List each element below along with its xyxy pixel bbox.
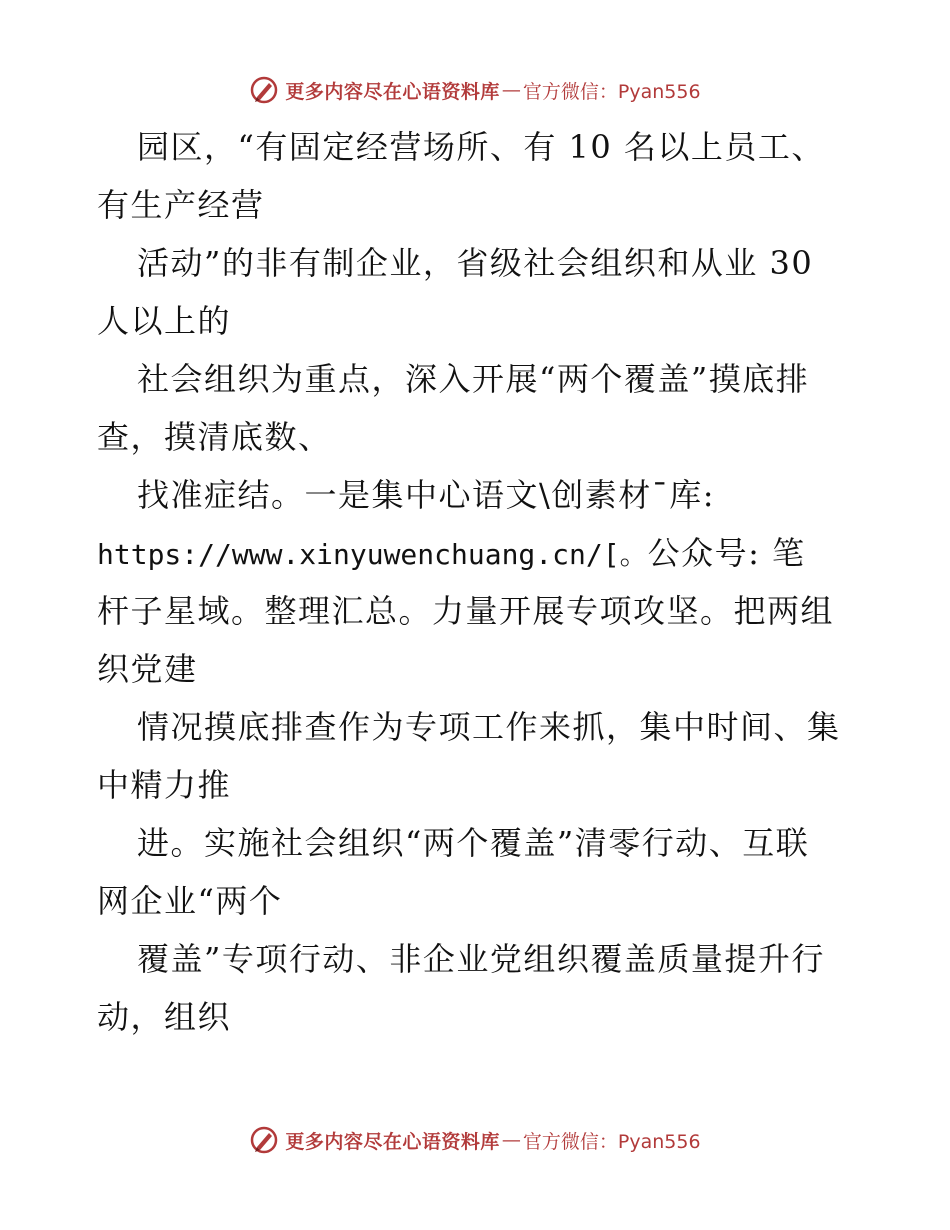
pen-logo-icon [249, 75, 279, 105]
header-banner [0, 70, 950, 110]
banner-contact: 官方微信：Pyan556 [522, 1130, 701, 1153]
url-text: https://www.xinyuwenchuang.cn/[。 [97, 538, 648, 571]
body-line: 覆盖”专项行动、非企业党组织覆盖质量提升行 [137, 940, 825, 978]
pen-logo-icon [249, 1125, 279, 1155]
banner-separator: — [501, 1129, 521, 1151]
body-line: 查，摸清底数、 [97, 418, 332, 456]
body-line: 杆子星域。整理汇总。力量开展专项攻坚。把两组 [97, 592, 835, 630]
body-line: 网企业“两个 [97, 882, 283, 920]
body-line: 找准症结。一是集中心语文\创素材¯库: [137, 476, 716, 514]
body-line: 社会组织为重点，深入开展“两个覆盖”摸底排 [137, 360, 810, 398]
body-line: 园区，“有固定经营场所、有 10 名以上员工、 [137, 128, 825, 166]
banner-brand: 更多内容尽在心语资料库 [285, 80, 500, 103]
body-line: 织党建 [97, 650, 198, 688]
document-body [97, 118, 857, 1046]
banner-brand: 更多内容尽在心语资料库 [285, 1130, 500, 1153]
body-line: 有生产经营 [97, 186, 265, 224]
banner-contact: 官方微信：Pyan556 [522, 80, 701, 103]
url-line [97, 524, 857, 582]
footer-banner [0, 1120, 950, 1160]
body-line: 动，组织 [97, 998, 232, 1036]
body-line: 活动”的非有制企业，省级社会组织和从业 30 [137, 244, 814, 282]
banner-separator: — [501, 79, 521, 101]
url-line-tail: 公众号: 笔 [647, 534, 806, 572]
body-line: 中精力推 [97, 766, 232, 804]
body-line: 人以上的 [97, 302, 232, 340]
body-line: 情况摸底排查作为专项工作来抓，集中时间、集 [137, 708, 841, 746]
body-line: 进。实施社会组织“两个覆盖”清零行动、互联 [137, 824, 810, 862]
